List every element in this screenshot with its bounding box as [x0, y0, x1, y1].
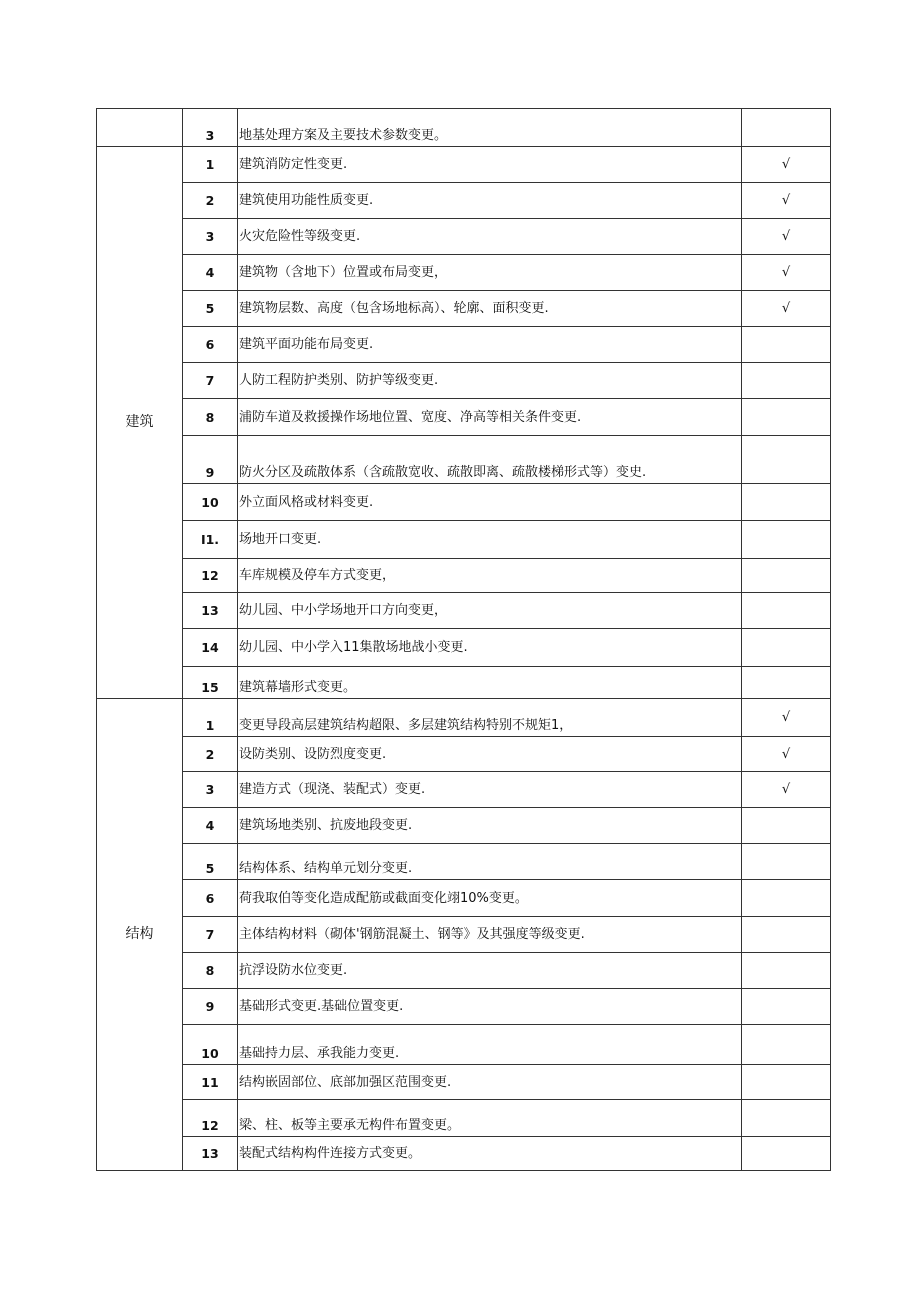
check-mark [742, 844, 831, 880]
table-row [97, 291, 831, 327]
table-row [97, 772, 831, 808]
table-row [97, 844, 831, 880]
item-description: 主体结构材料（砌体'钢筋混凝土、钢等》及其强度等级变更. [238, 917, 742, 953]
item-description: 设防类别、设防烈度变更. [238, 737, 742, 772]
check-mark [742, 327, 831, 363]
item-number: 1 [183, 699, 238, 737]
table-row [97, 255, 831, 291]
item-number: 5 [183, 291, 238, 327]
check-mark [742, 989, 831, 1025]
table-row [97, 917, 831, 953]
check-mark: √ [742, 737, 831, 772]
item-description: 结构体系、结构单元划分变更. [238, 844, 742, 880]
item-description: 建筑物（含地下）位置或布局变更， [238, 255, 742, 291]
check-mark [742, 436, 831, 484]
check-mark: √ [742, 772, 831, 808]
check-mark: √ [742, 147, 831, 183]
check-mark [742, 363, 831, 399]
check-mark [742, 109, 831, 147]
check-mark [742, 808, 831, 844]
item-number: 9 [183, 989, 238, 1025]
item-number: 13 [183, 593, 238, 629]
item-description: 幼儿园、中小学场地开口方向变更， [238, 593, 742, 629]
item-description: 人防工程防护类别、防护等级变更. [238, 363, 742, 399]
table-row [97, 1025, 831, 1065]
table-row [97, 484, 831, 521]
item-number: I1. [183, 521, 238, 559]
item-description: 梁、柱、板等主要承无构件布置变更。 [238, 1100, 742, 1137]
table-row [97, 219, 831, 255]
item-number: 10 [183, 484, 238, 521]
check-mark [742, 629, 831, 667]
item-description: 浦防车道及救援操作场地位置、宽度、净高等相关条件变更. [238, 399, 742, 436]
item-description: 地基处理方案及主要技术参数变更。 [238, 109, 742, 147]
item-number: 12 [183, 1100, 238, 1137]
check-mark [742, 953, 831, 989]
item-number: 10 [183, 1025, 238, 1065]
item-description: 外立面风格或材料变更. [238, 484, 742, 521]
item-number: 8 [183, 953, 238, 989]
item-number: 1 [183, 147, 238, 183]
table-row [97, 109, 831, 147]
item-number: 3 [183, 109, 238, 147]
item-number: 5 [183, 844, 238, 880]
table-row [97, 667, 831, 699]
item-description: 结构嵌固部位、底部加强区范围变更. [238, 1065, 742, 1100]
item-number: 9 [183, 436, 238, 484]
table-row [97, 436, 831, 484]
item-number: 12 [183, 559, 238, 593]
item-description: 基础形式变更.基础位置变更. [238, 989, 742, 1025]
item-description: 建筑消防定性变更. [238, 147, 742, 183]
item-description: 建造方式（现浇、装配式）变更. [238, 772, 742, 808]
table-row [97, 399, 831, 436]
table-row [97, 1065, 831, 1100]
item-number: 2 [183, 737, 238, 772]
item-number: 4 [183, 255, 238, 291]
item-number: 15 [183, 667, 238, 699]
item-number: 6 [183, 327, 238, 363]
item-number: 11 [183, 1065, 238, 1100]
table-row [97, 880, 831, 917]
check-mark [742, 399, 831, 436]
check-mark [742, 1025, 831, 1065]
item-description: 建筑幕墙形式变更。 [238, 667, 742, 699]
category-cell: 结构 [97, 699, 183, 1171]
table-row [97, 989, 831, 1025]
item-description: 建筑使用功能性质变更. [238, 183, 742, 219]
check-mark: √ [742, 183, 831, 219]
item-number: 4 [183, 808, 238, 844]
check-mark [742, 559, 831, 593]
item-number: 7 [183, 363, 238, 399]
table-row [97, 363, 831, 399]
item-number: 6 [183, 880, 238, 917]
table-row [97, 147, 831, 183]
check-mark: √ [742, 255, 831, 291]
check-mark [742, 1137, 831, 1171]
table-row [97, 629, 831, 667]
check-mark: √ [742, 699, 831, 737]
item-description: 场地开口变更. [238, 521, 742, 559]
item-description: 荷我取伯等变化造成配筋或截面变化翊10%变更。 [238, 880, 742, 917]
category-cell: 建筑 [97, 147, 183, 699]
item-number: 13 [183, 1137, 238, 1171]
item-description: 基础持力层、承我能力变更. [238, 1025, 742, 1065]
change-items-table [96, 108, 831, 1171]
item-description: 抗浮设防水位变更. [238, 953, 742, 989]
table-row [97, 593, 831, 629]
item-description: 建筑平面功能布局变更. [238, 327, 742, 363]
category-cell [97, 109, 183, 147]
item-number: 7 [183, 917, 238, 953]
item-description: 防火分区及疏散体系（含疏散宽收、疏散即离、疏散楼梯形式等）变史. [238, 436, 742, 484]
item-description: 车库规模及停车方式变更， [238, 559, 742, 593]
item-description: 建筑物层数、高度（包含场地标高）、轮廓、面积变更. [238, 291, 742, 327]
table-row [97, 183, 831, 219]
item-number: 3 [183, 219, 238, 255]
table-row [97, 1100, 831, 1137]
item-number: 14 [183, 629, 238, 667]
item-number: 3 [183, 772, 238, 808]
item-description: 变更导段高层建筑结构超限、多层建筑结构特别不规矩1， [238, 699, 742, 737]
table-row [97, 559, 831, 593]
table-row [97, 521, 831, 559]
table-row [97, 327, 831, 363]
table-row [97, 953, 831, 989]
item-number: 2 [183, 183, 238, 219]
check-mark [742, 521, 831, 559]
table-row [97, 699, 831, 737]
change-table-sheet [96, 108, 830, 1171]
check-mark [742, 484, 831, 521]
item-number: 8 [183, 399, 238, 436]
change-items-body [97, 109, 831, 1171]
table-row [97, 808, 831, 844]
check-mark [742, 917, 831, 953]
check-mark [742, 1100, 831, 1137]
item-description: 幼儿园、中小学入11集散场地战小变更. [238, 629, 742, 667]
check-mark [742, 593, 831, 629]
table-row [97, 737, 831, 772]
check-mark [742, 1065, 831, 1100]
item-description: 装配式结构构件连接方式变更。 [238, 1137, 742, 1171]
check-mark [742, 880, 831, 917]
item-description: 火灾危险性等级变更. [238, 219, 742, 255]
item-description: 建筑场地类别、抗废地段变更. [238, 808, 742, 844]
table-row [97, 1137, 831, 1171]
check-mark: √ [742, 219, 831, 255]
check-mark [742, 667, 831, 699]
check-mark: √ [742, 291, 831, 327]
